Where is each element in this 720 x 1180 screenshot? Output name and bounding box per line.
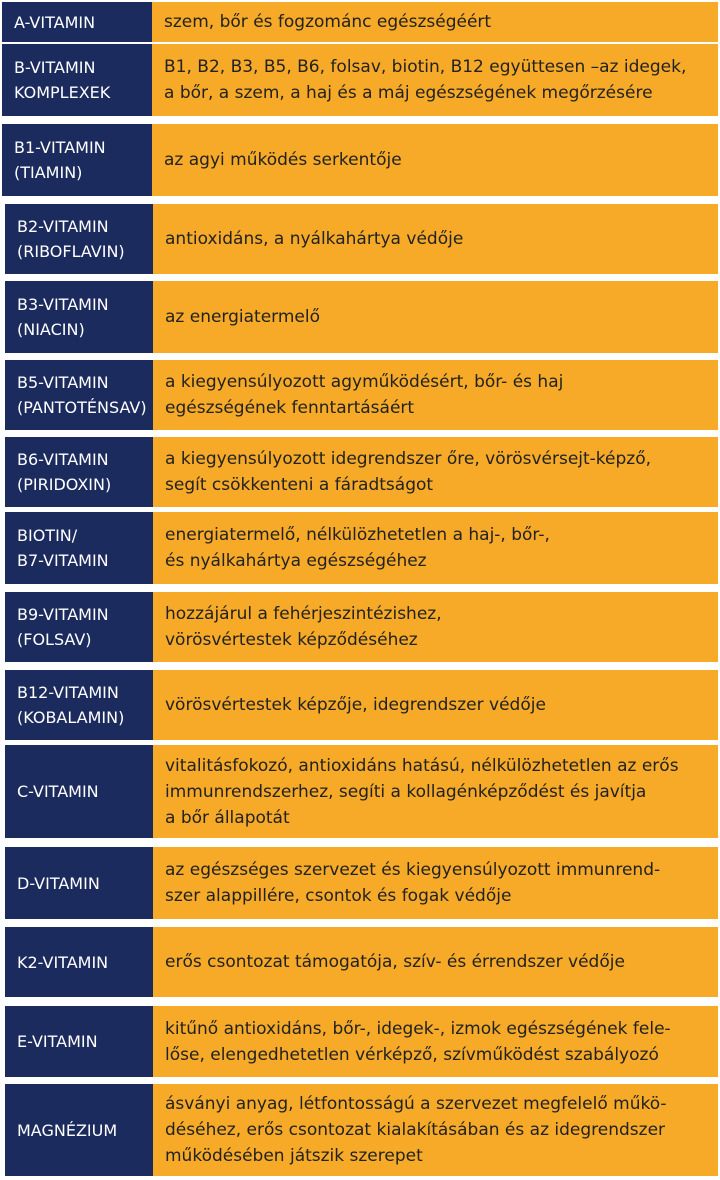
vitamin-name: B12-VITAMIN (KOBALAMIN) — [5, 670, 153, 740]
vitamin-description: vitalitásfokozó, antioxidáns hatású, nélkülözhetetlen az erős immunrendszerhez, segíti a kollagénképződést és javítja a bőr állapotát — [153, 745, 718, 838]
vitamin-description: ásványi anyag, létfontosságú a szervezet megfelelő műkö- déséhez, erős csontozat kialakításában és az idegrendszer működésében játszik szerepet — [153, 1084, 718, 1176]
table-row — [5, 1084, 718, 1176]
vitamin-name: B1-VITAMIN (TIAMIN) — [2, 124, 152, 196]
vitamin-name: B9-VITAMIN (FOLSAV) — [5, 592, 153, 662]
vitamin-name: K2-VITAMIN — [5, 927, 153, 997]
vitamin-description: a kiegyensúlyozott idegrendszer őre, vörösvérsejt-képző, segít csökkenteni a fáradtságot — [153, 437, 718, 507]
table-row — [5, 437, 718, 507]
table-row — [2, 124, 718, 196]
vitamin-description: a kiegyensúlyozott agyműködésért, bőr- és haj egészségének fenntartásáért — [153, 360, 718, 430]
table-row — [5, 847, 718, 919]
vitamin-name: B2-VITAMIN (RIBOFLAVIN) — [5, 204, 153, 274]
vitamin-description: antioxidáns, a nyálkahártya védője — [153, 204, 718, 274]
table-row — [2, 44, 718, 116]
vitamin-name: C-VITAMIN — [5, 745, 153, 838]
vitamin-name: B6-VITAMIN (PIRIDOXIN) — [5, 437, 153, 507]
table-row — [5, 1006, 718, 1077]
table-row — [5, 592, 718, 662]
vitamin-name: BIOTIN/ B7-VITAMIN — [5, 512, 153, 584]
vitamin-name: B3-VITAMIN (NIACIN) — [5, 281, 153, 353]
vitamin-name: A-VITAMIN — [2, 2, 152, 42]
table-row — [2, 2, 718, 42]
table-row — [5, 360, 718, 430]
table-row — [5, 670, 718, 740]
table-row — [5, 281, 718, 353]
vitamin-description: hozzájárul a fehérjeszintézishez, vörösvértestek képződéséhez — [153, 592, 718, 662]
table-row — [5, 512, 718, 584]
vitamin-description: az energiatermelő — [153, 281, 718, 353]
vitamin-name: B-VITAMIN KOMPLEXEK — [2, 44, 152, 116]
vitamin-description: az agyi működés serkentője — [152, 124, 718, 196]
vitamin-description: energiatermelő, nélkülözhetetlen a haj-, bőr-, és nyálkahártya egészségéhez — [153, 512, 718, 584]
vitamin-description: az egészséges szervezet és kiegyensúlyozott immunrend- szer alappillére, csontok és fogak védője — [153, 847, 718, 919]
vitamin-description: erős csontozat támogatója, szív- és érrendszer védője — [153, 927, 718, 997]
vitamin-description: vörösvértestek képzője, idegrendszer védője — [153, 670, 718, 740]
vitamin-name: MAGNÉZIUM — [5, 1084, 153, 1176]
vitamin-name: D-VITAMIN — [5, 847, 153, 919]
vitamin-description: szem, bőr és fogzománc egészségéért — [152, 2, 718, 42]
vitamin-description: B1, B2, B3, B5, B6, folsav, biotin, B12 együttesen –az idegek, a bőr, a szem, a haj és a máj egészségének megőrzésére — [152, 44, 718, 116]
table-row — [5, 745, 718, 838]
table-row — [5, 204, 718, 274]
vitamin-name: E-VITAMIN — [5, 1006, 153, 1077]
vitamin-name: B5-VITAMIN (PANTOTÉNSAV) — [5, 360, 153, 430]
table-row — [5, 927, 718, 997]
vitamin-description: kitűnő antioxidáns, bőr-, idegek-, izmok egészségének fele- lőse, elengedhetetlen vérképző, szívműködést szabályozó — [153, 1006, 718, 1077]
